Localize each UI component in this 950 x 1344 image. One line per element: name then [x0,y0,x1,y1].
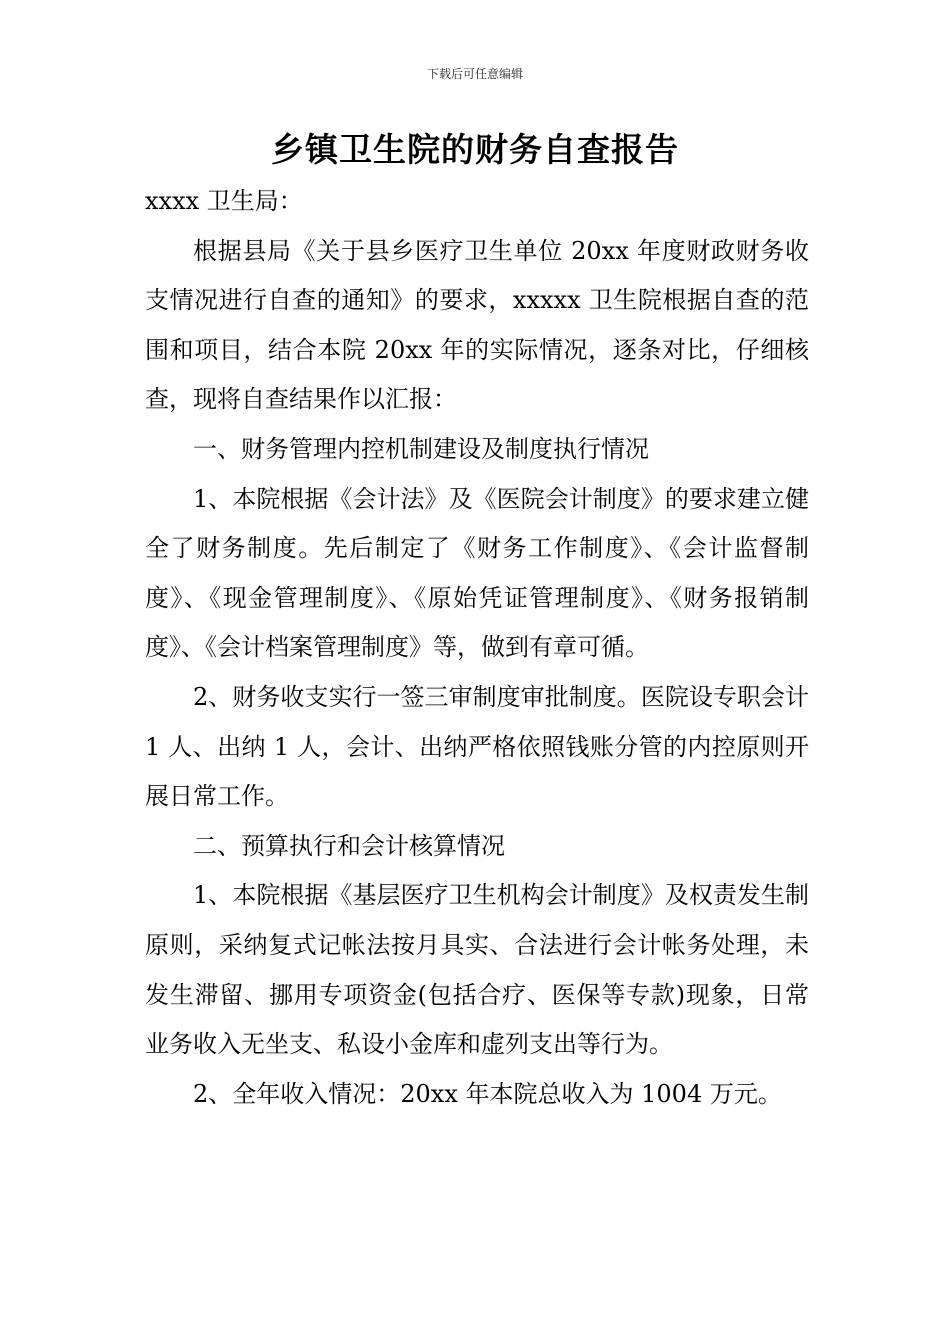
header-note: 下载后可任意编辑 [426,67,523,81]
salutation: xxxx 卫生局： [145,187,303,215]
document-body [145,177,809,1119]
document-title: 乡镇卫生院的财务自查报告 [271,130,679,169]
paragraph-1-2: 2、财务收支实行一签三审制度审批制度。医院设专职会计 1 人、出纳 1 人，会计、出纳严格依照钱账分管的内控原则开展日常工作。 [145,682,809,811]
paragraph-1-1: 1、本院根据《会计法》及《医院会计制度》的要求建立健全了财务制度。先后制定了《财务工作制度》、《会计监督制度》、《现金管理制度》、《原始凭证管理制度》、《财务报销制度》、《会计档案管理制度》等，做到有章可循。 [145,484,809,662]
paragraph-2-1: 1、本院根据《基层医疗卫生机构会计制度》及权责发生制原则，采纳复式记帐法按月具实、合法进行会计帐务处理，未发生滞留、挪用专项资金(包括合疗、医保等专款)现象，日常业务收入无坐支、私设小金库和虚列支出等行为。 [145,881,809,1059]
paragraph-2-2: 2、全年收入情况：20xx 年本院总收入为 1004 万元。 [193,1079,782,1108]
paragraph-intro: 根据县局《关于县乡医疗卫生单位 20xx 年度财政财务收支情况进行自查的通知》的要求，xxxxx 卫生院根据自查的范围和项目，结合本院 20xx 年的实际情况，逐条对比，仔细核查，现将自查结果作以汇报： [145,236,809,414]
section-heading-1: 一、财务管理内控机制建设及制度执行情况 [193,434,649,463]
section-heading-2: 二、预算执行和会计核算情况 [193,831,505,860]
